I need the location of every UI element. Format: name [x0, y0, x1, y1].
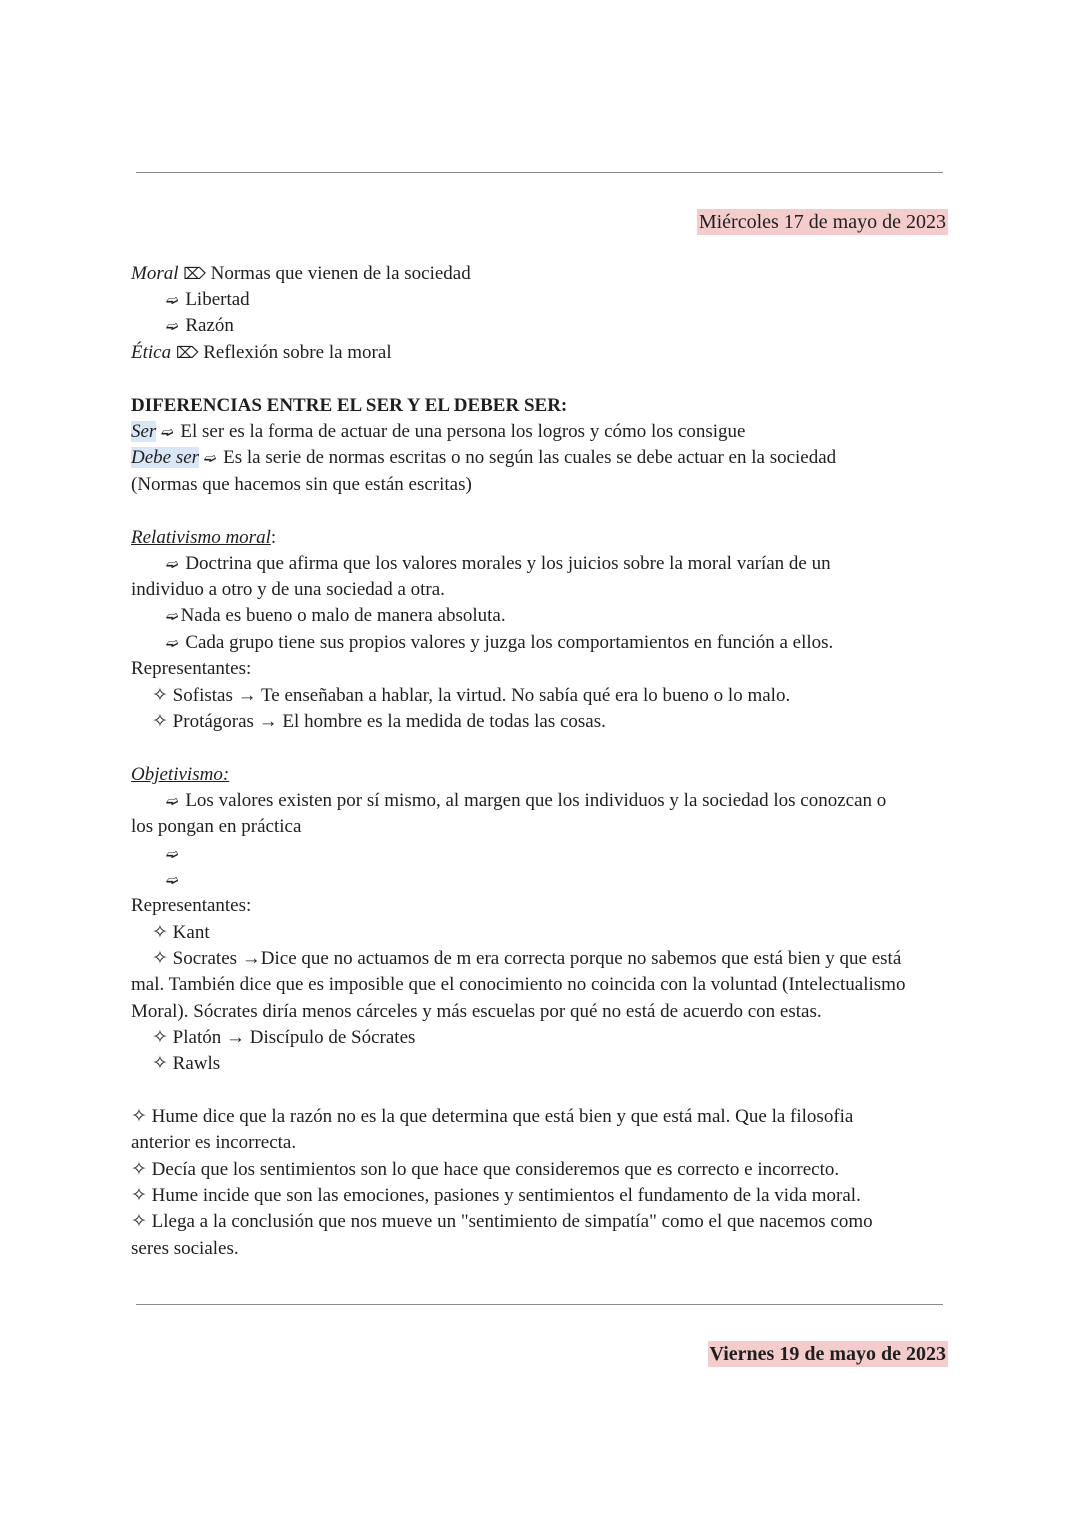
debe-ser-line [131, 445, 836, 472]
socrates-text-1: Socrates →Dice que no actuamos de m era correcta porque no sabemos que está bien y que está [167, 948, 902, 969]
ser-line [131, 419, 746, 446]
hume-point-4 [131, 1209, 873, 1235]
etica-definition: Reflexión sobre la moral [198, 342, 392, 363]
etica-line [131, 340, 392, 367]
relativismo-p3-text: Cada grupo tiene sus propios valores y juzga los comportamientos en función a ellos. [180, 632, 834, 653]
moral-line [131, 261, 471, 288]
kant-text: Kant [167, 922, 210, 943]
objetivismo-empty-bullet-2 [166, 867, 181, 894]
sofistas-text: Sofistas → Te enseñaban a hablar, la virtud. No sabía qué era lo bueno o lo malo. [167, 685, 791, 706]
hume-point-1b: anterior es incorrecta. [131, 1132, 297, 1153]
date-heading-2: Viernes 19 de mayo de 2023 [709, 1343, 946, 1365]
etica-term: Ética [131, 342, 172, 363]
objetivismo-p1a [166, 788, 886, 815]
moral-sub-razon [166, 313, 234, 340]
objetivismo-representantes: Representantes: [131, 895, 252, 916]
relativismo-representantes: Representantes: [131, 658, 252, 679]
relativismo-colon: : [270, 527, 277, 548]
curved-arrow-icon: ➫ [166, 294, 179, 308]
relativismo-p1a-text: Doctrina que afirma que los valores morales y los juicios sobre la moral varían de un [180, 553, 831, 574]
star-icon: ✧ [131, 1106, 147, 1127]
curved-arrow-icon: ➫ [166, 610, 179, 624]
star-icon: ✧ [152, 711, 168, 732]
curved-arrow-icon: ➫ [166, 558, 179, 572]
representante-protagoras [152, 709, 606, 735]
representante-sofistas [152, 683, 790, 709]
debe-ser-term: Debe ser [131, 447, 200, 468]
star-icon: ✧ [152, 1053, 168, 1074]
rawls-text: Rawls [167, 1053, 221, 1074]
representante-socrates [152, 946, 901, 972]
diferencias-heading: DIFERENCIAS ENTRE EL SER Y EL DEBER SER: [131, 395, 568, 416]
horizontal-rule-top [136, 172, 943, 173]
hume-3-text: Hume incide que son las emociones, pasiones y sentimientos el fundamento de la vida moral. [146, 1185, 861, 1206]
curved-arrow-icon: ➫ [203, 452, 217, 466]
moral-term: Moral [131, 263, 179, 284]
platon-text: Platón → Discípulo de Sócrates [167, 1027, 416, 1048]
moral-sub-libertad [166, 287, 250, 314]
curved-arrow-icon: ➫ [166, 637, 179, 651]
objetivismo-empty-bullet-1 [166, 841, 181, 868]
box-arrow-icon: ⌦ [175, 345, 199, 362]
hume-4-text: Llega a la conclusión que nos mueve un "sentimiento de simpatía" como el que nacemos como [146, 1211, 873, 1232]
normas-note: (Normas que hacemos sin que están escritas) [131, 474, 472, 495]
objetivismo-heading-line [131, 762, 229, 788]
star-icon: ✧ [131, 1159, 147, 1180]
objetivismo-p1a-text: Los valores existen por sí mismo, al margen que los individuos y la sociedad los conozcan o [180, 790, 887, 811]
hume-point-2 [131, 1157, 839, 1183]
hume-1-text: Hume dice que la razón no es la que determina que está bien y que está mal. Que la filosofia [146, 1106, 854, 1127]
moral-definition: Normas que vienen de la sociedad [205, 263, 471, 284]
star-icon: ✧ [152, 685, 168, 706]
libertad-text: Libertad [180, 289, 250, 310]
ser-definition: El ser es la forma de actuar de una persona los logros y cómo los consigue [175, 421, 746, 442]
hume-point-4b: seres sociales. [131, 1238, 239, 1259]
hume-point-1 [131, 1104, 853, 1130]
representante-platon [152, 1025, 415, 1051]
razon-text: Razón [180, 315, 234, 336]
relativismo-p3 [166, 630, 833, 657]
curved-arrow-icon: ➫ [166, 795, 179, 809]
relativismo-p1b: individuo a otro y de una sociedad a otra. [131, 579, 445, 600]
relativismo-p2 [166, 603, 506, 630]
relativismo-p2-text: Nada es bueno o malo de manera absoluta. [180, 605, 506, 626]
curved-arrow-icon: ➫ [161, 426, 174, 440]
date-heading-1: Miércoles 17 de mayo de 2023 [698, 211, 946, 233]
objetivismo-p1b: los pongan en práctica [131, 816, 302, 837]
protagoras-text: Protágoras → El hombre es la medida de todas las cosas. [167, 711, 606, 732]
star-icon: ✧ [131, 1185, 147, 1206]
debe-ser-definition: Es la serie de normas escritas o no según las cuales se debe actuar en la sociedad [218, 447, 837, 468]
star-icon: ✧ [131, 1211, 147, 1232]
hume-point-3 [131, 1183, 861, 1209]
box-arrow-icon: ⌦ [183, 266, 206, 283]
horizontal-rule-bottom [136, 1304, 943, 1305]
relativismo-p1a [166, 551, 831, 578]
relativismo-heading: Relativismo moral [131, 527, 271, 548]
curved-arrow-icon: ➫ [166, 848, 179, 862]
representante-kant [152, 920, 210, 946]
star-icon: ✧ [152, 922, 168, 943]
star-icon: ✧ [152, 1027, 168, 1048]
objetivismo-heading: Objetivismo: [131, 764, 230, 785]
socrates-text-2: mal. También dice que es imposible que el conocimiento no coincida con la voluntad (Intelectualismo [131, 974, 906, 995]
socrates-text-3: Moral). Sócrates diría menos cárceles y más escuelas por qué no está de acuerdo con estas. [131, 1001, 822, 1022]
star-icon: ✧ [152, 948, 168, 969]
relativismo-heading-line [131, 525, 276, 551]
curved-arrow-icon: ➫ [166, 320, 179, 334]
curved-arrow-icon: ➫ [166, 874, 179, 888]
representante-rawls [152, 1051, 220, 1077]
hume-2-text: Decía que los sentimientos son lo que hace que consideremos que es correcto e incorrecto. [146, 1159, 840, 1180]
ser-term: Ser [131, 421, 157, 442]
